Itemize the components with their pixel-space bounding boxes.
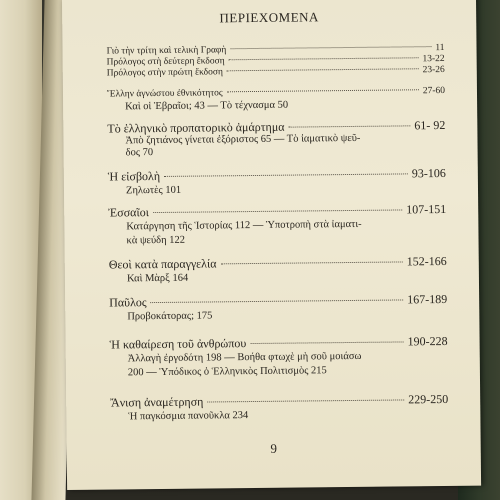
toc-entry-page: 23-26: [422, 64, 445, 76]
toc-chapter-title: Παῦλος: [109, 295, 147, 310]
leader-dots: [227, 68, 419, 71]
toc-chapter-title: Ἔλλην ἀγνώστου ἐθνικότητος: [106, 88, 223, 100]
toc-entry-page: 11: [435, 42, 445, 54]
toc-chapter-page: 229-250: [408, 391, 449, 407]
toc-chapter-page: 27-60: [422, 85, 446, 97]
toc-chapter-page: 61- 92: [414, 117, 446, 133]
toc-subentry: δος 70: [125, 147, 154, 159]
toc-chapter-title: Ἡ εἰσβολὴ: [107, 168, 161, 184]
toc-entry-page: 13-22: [422, 53, 445, 65]
toc-subentry: Καὶ οἱ Ἑβραῖοι; 43 — Τὸ τέχνασμα 50: [125, 99, 289, 113]
toc-chapter-page: 107-151: [406, 201, 447, 217]
leader-dots: [289, 125, 411, 127]
toc-subentry: Ἡ παγκόσμια πανοῦκλα 234: [128, 410, 249, 423]
toc-entry-title: Πρόλογος στὴ δεύτερη ἔκδοση: [106, 56, 225, 68]
book-page: [62, 0, 481, 490]
toc-subentry: κὰ ψεύδη 122: [126, 234, 186, 247]
toc-chapter-title: Ἐσσαῖοι: [108, 205, 149, 220]
toc-entry: [107, 65, 445, 79]
leader-dots: [153, 209, 402, 213]
leader-dots: [230, 46, 431, 49]
toc-subentry: Καὶ Μὰρξ 164: [126, 272, 189, 285]
leader-dots: [250, 341, 403, 344]
toc-subentry: Ἀπὸ ζητιάνος γίνεται ἐξόριστος 65 — Τὸ ἰαματικὸ ψεῦ-: [125, 132, 361, 147]
leader-dots: [227, 89, 419, 92]
toc-chapter-page: 167-189: [407, 291, 448, 307]
toc-chapter-title: Θεοὶ κατὰ παραγγελία: [108, 256, 217, 272]
leader-dots: [164, 173, 408, 177]
toc-subentry: Ἀλλαγὴ ἐργοδότη 198 — Βοήθα φτωχὲ μὴ σοῦ μοιάσω: [127, 350, 362, 365]
toc-chapter-title: Ἡ καθαίρεση τοῦ ἀνθρώπου: [109, 336, 247, 352]
leader-dots: [220, 261, 402, 264]
toc-subentry: Προβοκάτορας; 175: [127, 310, 213, 323]
page-number: 9: [270, 440, 278, 456]
leader-dots: [207, 399, 404, 402]
toc-chapter: [109, 292, 447, 311]
toc-chapter-title: Ἄνιση ἀναμέτρηση: [110, 394, 204, 410]
toc-chapter-page: 190-228: [407, 333, 448, 349]
leader-dots: [229, 57, 419, 60]
toc-subentry: 200 — Ὑπόδικος ὁ Ἑλληνικὸς Πολιτισμὸς 215: [127, 365, 327, 379]
toc-subentry: Κατάργηση τῆς Ἱστορίας 112 — Ὑποτροπὴ στὰ ἰαματι-: [126, 218, 362, 233]
toc-subentry: Ζηλωτὲς 101: [125, 184, 182, 197]
toc-chapter: [107, 86, 445, 100]
toc-chapter-page: 93-106: [411, 165, 446, 181]
toc-entry-title: Γιὸ τὴν τρίτη καὶ τελικὴ Γραφὴ: [106, 45, 227, 57]
leader-dots: [151, 299, 404, 303]
toc-chapter: [109, 254, 447, 273]
toc-chapter: [108, 202, 446, 221]
toc-entry-title: Πρόλογος στὴν πρώτη ἔκδοση: [106, 67, 224, 79]
toc-chapter-title: Τὸ ἑλληνικὸ προπατορικὸ ἁμάρτημα: [107, 119, 285, 136]
toc-chapter: [110, 392, 448, 411]
page-title: ΠΕΡΙΕΧΟΜΕΝΑ: [219, 9, 319, 26]
toc-chapter-page: 152-166: [406, 253, 447, 269]
toc-chapter: [110, 334, 448, 353]
toc-chapter: [108, 166, 446, 185]
